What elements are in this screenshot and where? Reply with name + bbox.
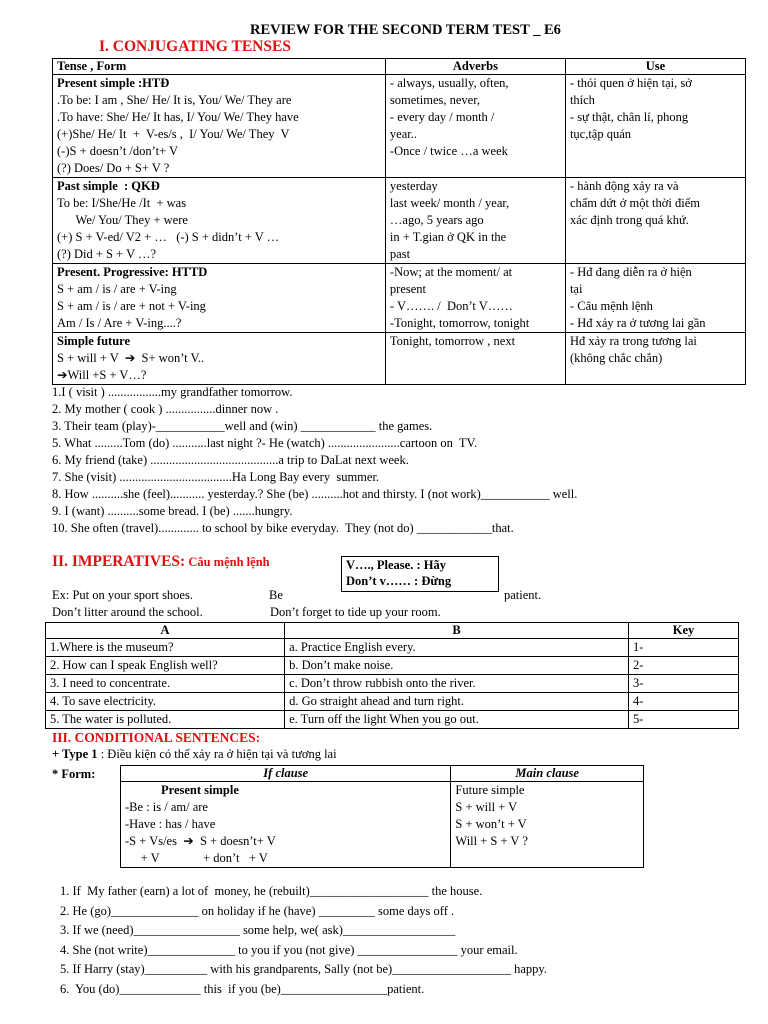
conditional-exercise-line: 5. If Harry (stay)__________ with his grandparents, Sally (not be)___________________ happy. <box>60 962 547 976</box>
tense-row <box>53 75 746 178</box>
cell-line: …ago, 5 years ago <box>389 213 484 227</box>
tense-cell-adverbs <box>385 264 565 333</box>
match-row <box>46 711 739 729</box>
tense-cell-form <box>53 264 386 333</box>
cell-line: - Hđ đang diễn ra ở hiện <box>569 265 692 279</box>
exercise-line: 9. I (want) ..........some bread. I (be) .......hungry. <box>52 504 293 518</box>
cell-line: We/ You/ They + were <box>57 213 188 227</box>
cell-line: - Hđ xảy ra ở tương lai gần <box>569 316 706 330</box>
tenses-table <box>52 58 746 385</box>
header-main-clause: Main clause <box>451 766 644 782</box>
cell-line: - V……. / Don’t V…… <box>389 299 513 313</box>
cell-line: ➔Will +S + V…? <box>57 368 147 382</box>
cell-line: Past simple : QKĐ <box>57 179 160 193</box>
cell-line: - every day / month / <box>389 110 495 124</box>
main-clause-cell <box>451 782 644 868</box>
tense-row <box>53 178 746 264</box>
match-cell: e. Turn off the light When you go out. <box>285 711 629 729</box>
exercise-line: 5. What .........Tom (do) ...........last night ?- He (watch) .......................cartoon on TV. <box>52 436 478 450</box>
cell-line: S + will + V ➔ S+ won’t V.. <box>57 351 205 365</box>
match-cell: 2. How can I speak English well? <box>46 657 285 675</box>
cell-line: Am / Is / Are + V-ing....? <box>57 316 182 330</box>
tense-row <box>53 333 746 385</box>
cell-line: Present. Progressive: HTTD <box>57 265 208 279</box>
conditional-exercise-line: 2. He (go)______________ on holiday if he (have) _________ some days off . <box>60 903 455 918</box>
match-cell: 3. I need to concentrate. <box>46 675 285 693</box>
match-cell: 1.Where is the museum? <box>46 639 285 657</box>
main-line: S + will + V <box>455 800 518 814</box>
cell-line: Tonight, tomorrow , next <box>389 334 516 348</box>
conditional-table <box>120 765 644 868</box>
cell-line: Present simple :HTĐ <box>57 76 170 90</box>
cell-line: - hành động xảy ra và <box>569 179 679 193</box>
match-cell: 2- <box>629 657 739 675</box>
tense-cell-form <box>53 333 386 385</box>
match-cell: 3- <box>629 675 739 693</box>
if-line: -Be : is / am/ are <box>125 800 208 814</box>
cell-line: (?) Does/ Do + S+ V ? <box>57 161 170 175</box>
cell-line: .To be: I am , She/ He/ It is, You/ We/ They are <box>57 93 292 107</box>
main-line: Will + S + V ? <box>455 834 528 848</box>
cell-line: chấm dứt ở một thời điểm <box>569 196 700 210</box>
tense-row <box>53 264 746 333</box>
cell-line: - Câu mệnh lệnh <box>569 299 653 313</box>
tense-cell-adverbs <box>385 333 565 385</box>
match-cell: d. Go straight ahead and turn right. <box>285 693 629 711</box>
cell-line: (+)She/ He/ It + V-es/s , I/ You/ We/ They V <box>57 127 290 141</box>
tense-cell-form <box>53 178 386 264</box>
match-cell: b. Don’t make noise. <box>285 657 629 675</box>
cell-line: yesterday <box>389 179 438 193</box>
exercise-line: 1.I ( visit ) .................my grandfather tomorrow. <box>52 385 293 399</box>
cell-line: year.. <box>389 127 417 141</box>
if-line: + V + don’t + V <box>125 851 268 865</box>
if-line: -S + Vs/es ➔ S + doesn’t+ V <box>125 834 276 848</box>
match-row <box>46 693 739 711</box>
match-cell: 1- <box>629 639 739 657</box>
cell-line: -Once / twice …a week <box>389 144 508 158</box>
header-tense-form: Tense , Form <box>53 59 386 75</box>
cell-line: (không chắc chắn) <box>569 351 663 365</box>
cell-line: To be: I/She/He /It + was <box>57 196 187 210</box>
exercise-line: 6. My friend (take) .........................................a trip to DaLat next week. <box>52 453 409 467</box>
cell-line: last week/ month / year, <box>389 196 510 210</box>
page-title: REVIEW FOR THE SECOND TERM TEST _ E6 <box>250 22 561 38</box>
cell-line: - thói quen ở hiện tại, sở <box>569 76 692 90</box>
cell-line: Hđ xảy ra trong tương lai <box>569 334 697 348</box>
cell-line: - always, usually, often, <box>389 76 509 90</box>
tense-cell-use <box>565 75 745 178</box>
cell-line: .To have: She/ He/ It has, I/ You/ We/ They have <box>57 110 299 124</box>
cell-line: sometimes, never, <box>389 93 481 107</box>
tense-cell-use <box>565 333 745 385</box>
if-line: -Have : has / have <box>125 817 216 831</box>
section-heading-tenses: I. CONJUGATING TENSES <box>99 38 291 55</box>
cell-line: past <box>389 247 411 261</box>
example-patient: patient. <box>504 588 542 602</box>
header-adverbs: Adverbs <box>385 59 565 75</box>
imperatives-table <box>45 622 739 729</box>
match-cell: a. Practice English every. <box>285 639 629 657</box>
header-use: Use <box>565 59 745 75</box>
cell-line: -Now; at the moment/ at <box>389 265 513 279</box>
conditional-exercise-line: 3. If we (need)_________________ some help, we( ask)__________________ <box>60 923 456 937</box>
match-row <box>46 657 739 675</box>
conditional-exercise-line: 6. You (do)_____________ this if you (be)_________________patient. <box>60 981 425 996</box>
cell-line: (?) Did + S + V …? <box>57 247 157 261</box>
cell-line: Simple future <box>57 334 131 348</box>
cell-line: (-)S + doesn’t /don’t+ V <box>57 144 179 158</box>
header-key: Key <box>629 623 739 639</box>
cell-line: xác định trong quá khứ. <box>569 213 689 227</box>
form-label: * Form: <box>52 767 96 781</box>
tense-cell-adverbs <box>385 178 565 264</box>
example-line-2: Don’t litter around the school. <box>52 605 203 619</box>
cell-line: present <box>389 282 427 296</box>
match-cell: 5- <box>629 711 739 729</box>
section-heading-conditionals: III. CONDITIONAL SENTENCES: <box>52 730 261 745</box>
header-a: A <box>46 623 285 639</box>
exercise-line: 2. My mother ( cook ) ................dinner now . <box>52 402 279 416</box>
cell-line: -Tonight, tomorrow, tonight <box>389 316 530 330</box>
match-cell: 4- <box>629 693 739 711</box>
tense-cell-use <box>565 264 745 333</box>
section-heading-imperatives: II. IMPERATIVES: Câu mệnh lệnh <box>52 553 270 570</box>
cell-line: S + am / is / are + not + V-ing <box>57 299 206 313</box>
main-line: S + won’t + V <box>455 817 527 831</box>
exercise-line: 10. She often (travel)............. to school by bike everyday. They (not do) ____________that. <box>52 521 514 535</box>
header-if-clause: If clause <box>121 766 451 782</box>
exercise-line: 3. Their team (play)-___________well and (win) ____________ the games. <box>52 419 433 433</box>
exercise-line: 7. She (visit) ....................................Ha Long Bay every summer. <box>52 470 380 484</box>
example-line-1: Ex: Put on your sport shoes. <box>52 588 193 602</box>
match-cell: 4. To save electricity. <box>46 693 285 711</box>
example-be: Be <box>269 588 283 602</box>
tense-cell-form <box>53 75 386 178</box>
match-cell: 5. The water is polluted. <box>46 711 285 729</box>
main-line: Future simple <box>455 783 525 797</box>
match-row <box>46 639 739 657</box>
match-row <box>46 675 739 693</box>
imperatives-box: V…., Please. : Hãy Don’t v…… : Đừng <box>341 556 499 592</box>
cell-line: tại <box>569 282 583 296</box>
tense-cell-adverbs <box>385 75 565 178</box>
cell-line: in + T.gian ở QK in the <box>389 230 507 244</box>
type1-line: + Type 1 : Điều kiện có thể xảy ra ở hiện tại và tương lai <box>52 747 337 761</box>
cell-line: - sự thật, chân lí, phong <box>569 110 689 124</box>
conditional-exercise-line: 1. If My father (earn) a lot of money, he (rebuilt)___________________ the house. <box>60 884 483 898</box>
cell-line: thích <box>569 93 595 107</box>
cell-line: tục,tập quán <box>569 127 632 141</box>
example-line-2b: Don’t forget to tide up your room. <box>270 605 441 619</box>
cell-line: S + am / is / are + V-ing <box>57 282 177 296</box>
exercise-line: 8. How ..........she (feel)........... yesterday.? She (be) ..........hot and thirsty. I (not work)___________ well. <box>52 487 578 501</box>
match-cell: c. Don’t throw rubbish onto the river. <box>285 675 629 693</box>
tense-cell-use <box>565 178 745 264</box>
conditional-exercise-line: 4. She (not write)______________ to you if you (not give) ________________ your email. <box>60 942 518 957</box>
cell-line: (+) S + V-ed/ V2 + … (-) S + didn’t + V … <box>57 230 280 244</box>
if-line: Present simple <box>161 783 239 797</box>
if-clause-cell <box>121 782 451 868</box>
header-b: B <box>285 623 629 639</box>
imperatives-vn: Câu mệnh lệnh <box>188 555 270 569</box>
